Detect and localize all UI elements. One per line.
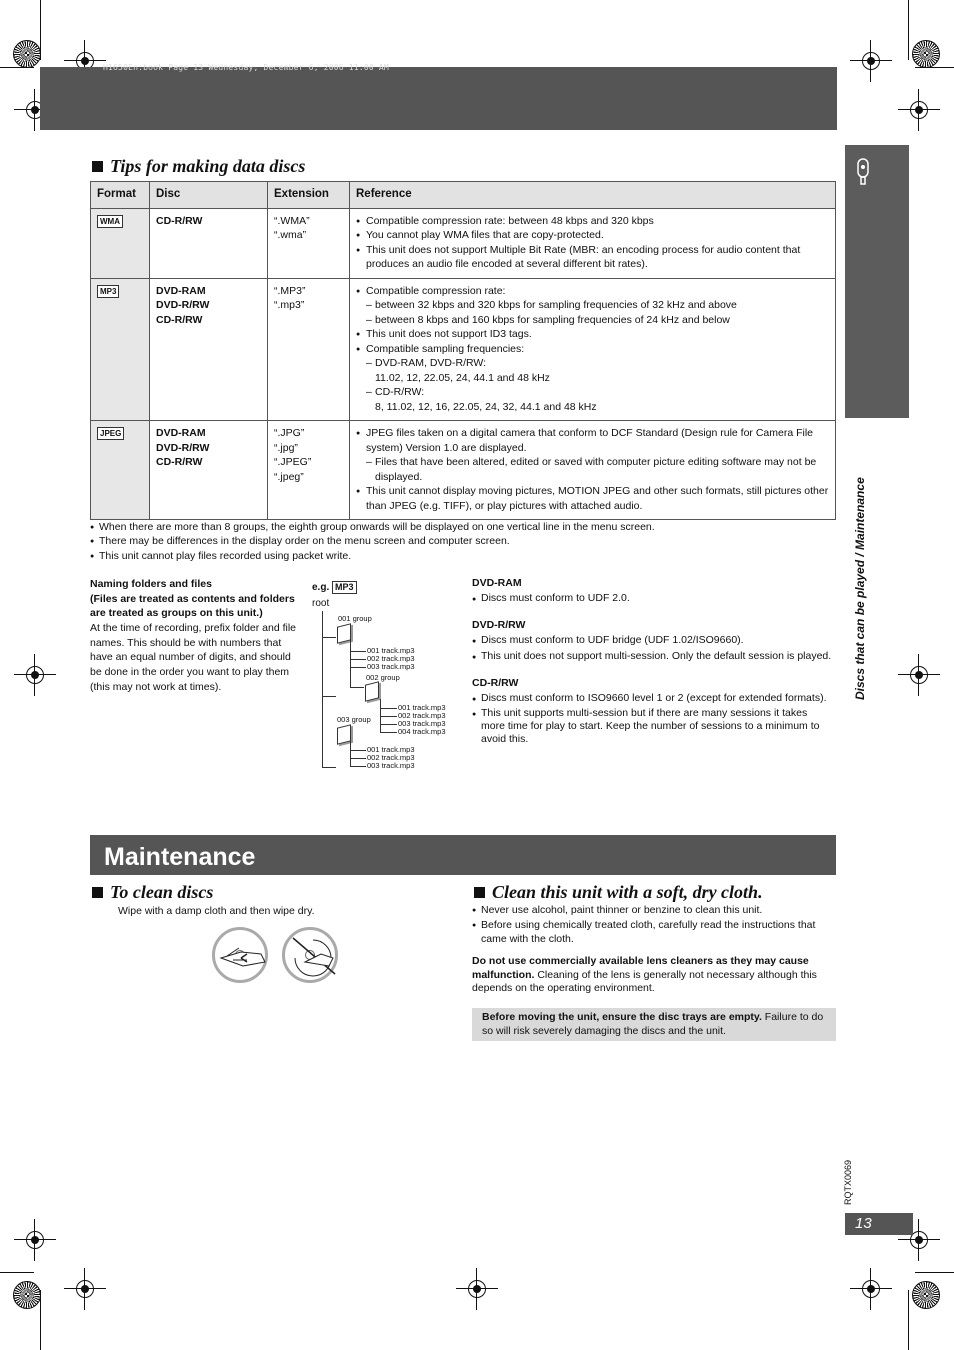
table-row bbox=[91, 209, 836, 279]
disc-requirements bbox=[472, 577, 834, 755]
tree-line bbox=[380, 708, 397, 709]
disc-wipe-illustration bbox=[212, 927, 268, 983]
format-badge: MP3 bbox=[332, 581, 357, 594]
square-bullet-icon bbox=[92, 161, 103, 172]
reference-item: 11.02, 12, 22.05, 24, 44.1 and 48 kHz bbox=[375, 371, 550, 384]
tree-line bbox=[322, 637, 336, 638]
tree-line bbox=[350, 667, 366, 668]
col-header-format: Format bbox=[91, 182, 150, 209]
tree-line bbox=[350, 687, 364, 688]
tree-line bbox=[322, 696, 336, 697]
disc-type: DVD-RAM bbox=[156, 284, 206, 297]
print-info: H1650En.book Page 13 Wednesday, December 6, 2006 11:00 AM bbox=[103, 63, 389, 72]
registration-crosshair-icon bbox=[22, 1227, 48, 1253]
extension: “.wma” bbox=[274, 229, 307, 242]
tree-line bbox=[380, 716, 397, 717]
trim-line bbox=[915, 1272, 954, 1273]
extension-cell bbox=[268, 421, 350, 520]
note-item: ● There may be differences in the display order on the menu screen and computer screen. bbox=[90, 534, 830, 548]
requirement-title: DVD-R/RW bbox=[472, 619, 526, 632]
header-bar bbox=[40, 67, 837, 130]
clean-unit-item: ● Never use alcohol, paint thinner or benzine to clean this unit. bbox=[472, 903, 837, 918]
reference-item: ● You cannot play WMA files that are copy-protected. bbox=[356, 228, 829, 242]
disc-cell bbox=[150, 421, 268, 520]
registration-crosshair-icon bbox=[858, 1276, 884, 1302]
tree-line bbox=[350, 758, 366, 759]
reference-cell bbox=[350, 209, 836, 279]
tree-line bbox=[350, 639, 351, 667]
naming-folders-section bbox=[90, 577, 300, 695]
requirement-group bbox=[472, 619, 834, 662]
trim-line bbox=[915, 67, 954, 68]
disc-cell bbox=[150, 209, 268, 279]
table-header-row bbox=[91, 182, 836, 209]
table-row bbox=[91, 421, 836, 520]
reference-item: 8, 11.02, 12, 16, 22.05, 24, 32, 44.1 and 48 kHz bbox=[375, 400, 597, 413]
file-label: 001 track.mp3 bbox=[398, 703, 446, 712]
extension-cell bbox=[268, 209, 350, 279]
trim-line bbox=[40, 0, 41, 60]
group-label: 003 group bbox=[337, 715, 371, 724]
note-item: ● This unit cannot play files recorded using packet write. bbox=[90, 549, 830, 563]
reference-item: ● Compatible sampling frequencies: bbox=[356, 342, 829, 356]
disc-type: CD-R/RW bbox=[156, 313, 203, 326]
file-label: 002 track.mp3 bbox=[367, 654, 415, 663]
requirement-item: ● This unit does not support multi-session. Only the default session is played. bbox=[472, 650, 834, 663]
registration-starburst-top-left bbox=[13, 40, 41, 68]
col-header-extension: Extension bbox=[268, 182, 350, 209]
table-row bbox=[91, 278, 836, 420]
folder-tree-example bbox=[312, 581, 462, 776]
reference-item: ● Compatible compression rate: between 48 kbps and 320 kbps bbox=[356, 214, 829, 228]
extension: “.jpg” bbox=[274, 441, 298, 454]
file-label: 002 track.mp3 bbox=[367, 753, 415, 762]
clean-unit-heading bbox=[474, 880, 763, 905]
tips-heading bbox=[92, 154, 305, 179]
reference-item: – DVD-RAM, DVD-R/RW: bbox=[356, 356, 829, 370]
table-notes bbox=[90, 520, 830, 563]
clean-discs-text: Wipe with a damp cloth and then wipe dry. bbox=[118, 905, 315, 917]
col-header-disc: Disc bbox=[150, 182, 268, 209]
requirement-group bbox=[472, 577, 834, 605]
extension: “.mp3” bbox=[274, 299, 305, 312]
tree-line bbox=[350, 766, 366, 767]
moving-notice-rest: Failure to do so will risk severely damaging the discs and the unit. bbox=[482, 1011, 824, 1037]
reference-cell bbox=[350, 278, 836, 420]
group-label: 001 group bbox=[338, 614, 372, 623]
moving-unit-notice bbox=[472, 1008, 836, 1041]
example-label bbox=[312, 581, 357, 595]
extension: “.JPEG” bbox=[274, 456, 312, 469]
registration-starburst-bottom-left bbox=[13, 1281, 41, 1309]
clean-discs-heading bbox=[92, 880, 213, 905]
tree-line bbox=[322, 767, 336, 768]
extension-cell bbox=[268, 278, 350, 420]
trim-line bbox=[0, 67, 34, 68]
file-label: 001 track.mp3 bbox=[367, 745, 415, 754]
registration-starburst-top-right bbox=[912, 40, 940, 68]
page-number: 13 bbox=[845, 1213, 913, 1235]
requirement-item: ● Discs must conform to UDF 2.0. bbox=[472, 592, 834, 605]
format-cell bbox=[91, 421, 150, 520]
maintenance-title: Maintenance bbox=[104, 843, 256, 871]
side-tab bbox=[845, 145, 909, 418]
circular-wipe-crossed-icon bbox=[283, 932, 343, 980]
naming-body: At the time of recording, prefix folder and file names. This should be with numbers that have an equal number of digits, and should be done in the order you want to play them (this may not work at times). bbox=[90, 622, 297, 693]
extension: “.MP3” bbox=[274, 284, 306, 297]
square-bullet-icon bbox=[474, 887, 485, 898]
lens-warning-rest: Cleaning of the lens is generally not necessary although this depends on the operating environment. bbox=[472, 968, 817, 995]
registration-crosshair-icon bbox=[72, 1276, 98, 1302]
clean-unit-list bbox=[472, 903, 837, 947]
registration-starburst-bottom-right bbox=[912, 1281, 940, 1309]
disc-type: CD-R/RW bbox=[156, 215, 203, 227]
tree-line bbox=[380, 724, 397, 725]
reference-item: – between 32 kbps and 320 kbps for sampling frequencies of 32 kHz and above bbox=[356, 298, 829, 312]
tree-line bbox=[350, 750, 366, 751]
tree-line bbox=[380, 732, 397, 733]
file-label: 003 track.mp3 bbox=[367, 761, 415, 770]
reference-item: ● Compatible compression rate: bbox=[356, 284, 829, 298]
registration-crosshair-icon bbox=[906, 662, 932, 688]
naming-title: Naming folders and files bbox=[90, 578, 212, 590]
registration-crosshair-icon bbox=[906, 97, 932, 123]
file-label: 003 track.mp3 bbox=[398, 719, 446, 728]
disc-cell bbox=[150, 278, 268, 420]
format-badge: JPEG bbox=[97, 427, 124, 440]
requirement-group bbox=[472, 677, 834, 747]
disc-type: DVD-R/RW bbox=[156, 441, 210, 454]
requirement-item: ● Discs must conform to UDF bridge (UDF 1.02/ISO9660). bbox=[472, 634, 834, 647]
requirement-item: ● This unit supports multi-session but if there are many sessions it takes more time for play to start. Keep the number of sessions to a minimum to avoid this. bbox=[472, 707, 834, 746]
tree-line bbox=[350, 667, 351, 687]
disc-type: DVD-R/RW bbox=[156, 299, 210, 312]
extension: “.WMA” bbox=[274, 215, 310, 227]
extension: “.jpeg” bbox=[274, 470, 304, 483]
extension: “.JPG” bbox=[274, 427, 305, 440]
example-prefix: e.g. bbox=[312, 582, 330, 593]
reference-item: – between 8 kbps and 160 kbps for sampling frequencies of 24 kHz and below bbox=[356, 313, 829, 327]
format-badge: MP3 bbox=[97, 285, 119, 298]
requirement-title: DVD-RAM bbox=[472, 577, 522, 589]
disc-type: DVD-RAM bbox=[156, 427, 206, 440]
tree-line bbox=[350, 741, 351, 766]
disc-wrong-wipe-illustration bbox=[282, 927, 338, 983]
disc-type: CD-R/RW bbox=[156, 456, 203, 469]
square-bullet-icon bbox=[92, 887, 103, 898]
trim-line bbox=[0, 1272, 34, 1273]
col-header-reference: Reference bbox=[350, 182, 836, 209]
file-label: 003 track.mp3 bbox=[367, 662, 415, 671]
trim-line bbox=[40, 1290, 41, 1350]
moving-notice-bold: Before moving the unit, ensure the disc trays are empty. bbox=[482, 1011, 762, 1023]
reference-item: ● This unit does not support Multiple Bit Rate (MBR: an encoding process for audio content that produces an audio file encoded at several different bit rates). bbox=[356, 243, 829, 272]
registration-crosshair-icon bbox=[22, 662, 48, 688]
clean-discs-heading-text: To clean discs bbox=[110, 882, 214, 902]
registration-crosshair-icon bbox=[464, 1276, 490, 1302]
requirement-item: ● Discs must conform to ISO9660 level 1 or 2 (except for extended formats). bbox=[472, 692, 834, 705]
reference-item: ● JPEG files taken on a digital camera that conform to DCF Standard (Design rule for Camera File system) Version 1.0 are displayed. bbox=[356, 426, 829, 455]
clean-unit-item: ● Before using chemically treated cloth, carefully read the instructions that came with the cloth. bbox=[472, 918, 837, 947]
lens-warning-bold: Do not use commercially available lens cleaners as they may cause malfunction. bbox=[472, 955, 809, 981]
data-disc-table bbox=[90, 181, 836, 520]
naming-subtitle: (Files are treated as contents and folders are treated as groups on this unit.) bbox=[90, 592, 295, 620]
group-label: 002 group bbox=[366, 673, 400, 682]
file-label: 004 track.mp3 bbox=[398, 727, 446, 736]
file-label: 001 track.mp3 bbox=[367, 646, 415, 655]
format-badge: WMA bbox=[97, 215, 123, 228]
side-section-label: Discs that can be played / Maintenance bbox=[853, 477, 867, 700]
hand-wiping-icon bbox=[213, 936, 273, 976]
lens-warning bbox=[472, 955, 834, 996]
document-code: RQTX0069 bbox=[843, 1159, 853, 1205]
trim-line bbox=[908, 0, 909, 60]
reference-cell bbox=[350, 421, 836, 520]
format-cell bbox=[91, 278, 150, 420]
disc-section-icon bbox=[855, 157, 871, 187]
tree-line bbox=[350, 659, 366, 660]
note-item: ● When there are more than 8 groups, the eighth group onwards will be displayed on one vertical line in the menu screen. bbox=[90, 520, 830, 534]
folder-icon bbox=[365, 681, 379, 701]
tips-heading-text: Tips for making data discs bbox=[110, 156, 306, 176]
reference-item: ● This unit does not support ID3 tags. bbox=[356, 327, 829, 341]
reference-item: – Files that have been altered, edited or saved with computer picture editing software may not be displayed. bbox=[356, 455, 829, 484]
tree-line bbox=[350, 651, 366, 652]
folder-icon bbox=[337, 623, 351, 643]
root-label: root bbox=[312, 598, 330, 609]
tree-line bbox=[322, 611, 323, 767]
folder-icon bbox=[337, 724, 351, 744]
trim-line bbox=[908, 1290, 909, 1350]
requirement-title: CD-R/RW bbox=[472, 676, 519, 689]
registration-crosshair-icon bbox=[858, 48, 884, 74]
reference-item: – CD-R/RW: bbox=[356, 385, 829, 399]
reference-item: ● This unit cannot display moving pictures, MOTION JPEG and other such formats, still pictures other than JPEG (e.g. TIFF), or play pictures with attached audio. bbox=[356, 484, 829, 513]
file-label: 002 track.mp3 bbox=[398, 711, 446, 720]
format-cell bbox=[91, 209, 150, 279]
maintenance-banner bbox=[90, 835, 836, 875]
clean-unit-heading-text: Clean this unit with a soft, dry cloth. bbox=[492, 882, 763, 902]
